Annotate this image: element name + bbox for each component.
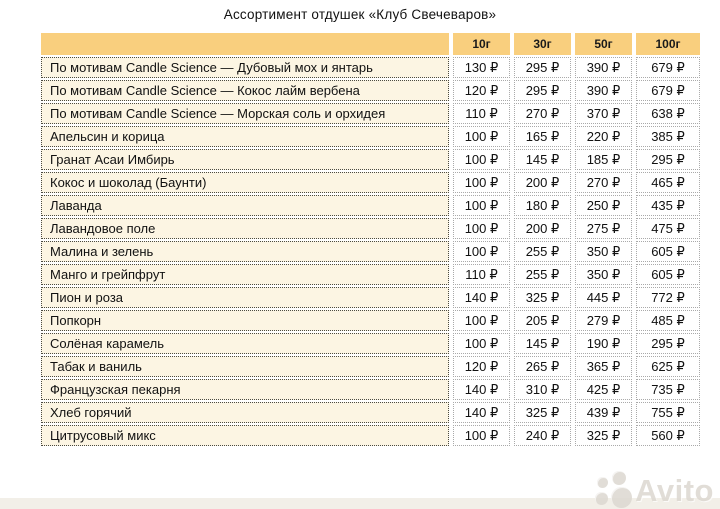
table-row <box>41 57 700 78</box>
price-cell: 180 ₽ <box>514 195 571 216</box>
avito-logo-dots-icon <box>595 471 633 509</box>
price-cell: 120 ₽ <box>453 356 510 377</box>
price-cell: 638 ₽ <box>636 103 700 124</box>
price-cell: 475 ₽ <box>636 218 700 239</box>
price-cell: 439 ₽ <box>575 402 632 423</box>
price-cell: 140 ₽ <box>453 379 510 400</box>
price-cell: 679 ₽ <box>636 57 700 78</box>
price-cell: 200 ₽ <box>514 218 571 239</box>
table-row <box>41 149 700 170</box>
price-cell: 755 ₽ <box>636 402 700 423</box>
price-cell: 350 ₽ <box>575 264 632 285</box>
fragrance-name-cell: Цитрусовый микс <box>41 425 449 446</box>
price-cell: 240 ₽ <box>514 425 571 446</box>
table-row <box>41 195 700 216</box>
page-title: Ассортимент отдушек «Клуб Свечеваров» <box>223 7 497 22</box>
price-cell: 200 ₽ <box>514 172 571 193</box>
header-cell-weight: 50г <box>575 33 632 55</box>
price-cell: 325 ₽ <box>514 287 571 308</box>
price-cell: 279 ₽ <box>575 310 632 331</box>
price-cell: 145 ₽ <box>514 333 571 354</box>
table-row <box>41 356 700 377</box>
header-cell-weight: 30г <box>514 33 571 55</box>
fragrance-name-cell: Солёная карамель <box>41 333 449 354</box>
fragrance-name-cell: Гранат Асаи Имбирь <box>41 149 449 170</box>
price-cell: 325 ₽ <box>514 402 571 423</box>
price-cell: 390 ₽ <box>575 57 632 78</box>
price-cell: 140 ₽ <box>453 402 510 423</box>
fragrance-name-cell: Малина и зелень <box>41 241 449 262</box>
fragrance-name-cell: Пион и роза <box>41 287 449 308</box>
price-cell: 485 ₽ <box>636 310 700 331</box>
price-cell: 190 ₽ <box>575 333 632 354</box>
price-cell: 270 ₽ <box>575 172 632 193</box>
price-cell: 679 ₽ <box>636 80 700 101</box>
price-cell: 310 ₽ <box>514 379 571 400</box>
price-cell: 120 ₽ <box>453 80 510 101</box>
table-row <box>41 287 700 308</box>
price-cell: 735 ₽ <box>636 379 700 400</box>
fragrance-name-cell: Апельсин и корица <box>41 126 449 147</box>
price-cell: 250 ₽ <box>575 195 632 216</box>
header-cell-weight: 100г <box>636 33 700 55</box>
fragrance-name-cell: Хлеб горячий <box>41 402 449 423</box>
price-cell: 370 ₽ <box>575 103 632 124</box>
table-row <box>41 264 700 285</box>
price-cell: 100 ₽ <box>453 126 510 147</box>
price-cell: 365 ₽ <box>575 356 632 377</box>
price-cell: 435 ₽ <box>636 195 700 216</box>
price-cell: 100 ₽ <box>453 425 510 446</box>
price-cell: 295 ₽ <box>514 80 571 101</box>
price-cell: 350 ₽ <box>575 241 632 262</box>
avito-watermark <box>595 471 714 509</box>
fragrance-name-cell: По мотивам Candle Science — Кокос лайм вербена <box>41 80 449 101</box>
table-row <box>41 425 700 446</box>
table-body <box>41 57 700 446</box>
price-cell: 425 ₽ <box>575 379 632 400</box>
fragrance-name-cell: Кокос и шоколад (Баунти) <box>41 172 449 193</box>
price-cell: 110 ₽ <box>453 264 510 285</box>
fragrance-name-cell: Попкорн <box>41 310 449 331</box>
price-cell: 255 ₽ <box>514 241 571 262</box>
price-table <box>37 31 704 448</box>
header-cell-name <box>41 33 449 55</box>
fragrance-name-cell: По мотивам Candle Science — Дубовый мох и янтарь <box>41 57 449 78</box>
price-cell: 100 ₽ <box>453 333 510 354</box>
price-cell: 100 ₽ <box>453 241 510 262</box>
table-header-row <box>41 33 700 55</box>
price-cell: 275 ₽ <box>575 218 632 239</box>
price-cell: 295 ₽ <box>514 57 571 78</box>
avito-watermark-label: Avito <box>635 473 714 508</box>
fragrance-name-cell: Французская пекарня <box>41 379 449 400</box>
price-cell: 270 ₽ <box>514 103 571 124</box>
table-row <box>41 402 700 423</box>
price-cell: 165 ₽ <box>514 126 571 147</box>
fragrance-name-cell: Табак и ваниль <box>41 356 449 377</box>
price-cell: 560 ₽ <box>636 425 700 446</box>
price-cell: 295 ₽ <box>636 149 700 170</box>
fragrance-name-cell: Лавандовое поле <box>41 218 449 239</box>
price-cell: 772 ₽ <box>636 287 700 308</box>
price-cell: 220 ₽ <box>575 126 632 147</box>
table-row <box>41 333 700 354</box>
fragrance-name-cell: Лаванда <box>41 195 449 216</box>
price-cell: 325 ₽ <box>575 425 632 446</box>
header-cell-weight: 10г <box>453 33 510 55</box>
price-cell: 100 ₽ <box>453 195 510 216</box>
price-cell: 100 ₽ <box>453 310 510 331</box>
price-cell: 625 ₽ <box>636 356 700 377</box>
price-cell: 110 ₽ <box>453 103 510 124</box>
table-row <box>41 80 700 101</box>
table-row <box>41 103 700 124</box>
price-cell: 295 ₽ <box>636 333 700 354</box>
price-cell: 390 ₽ <box>575 80 632 101</box>
price-cell: 100 ₽ <box>453 218 510 239</box>
table-row <box>41 172 700 193</box>
price-cell: 185 ₽ <box>575 149 632 170</box>
fragrance-name-cell: Манго и грейпфрут <box>41 264 449 285</box>
price-cell: 255 ₽ <box>514 264 571 285</box>
price-cell: 100 ₽ <box>453 149 510 170</box>
price-cell: 100 ₽ <box>453 172 510 193</box>
table-row <box>41 379 700 400</box>
price-cell: 385 ₽ <box>636 126 700 147</box>
table-row <box>41 310 700 331</box>
table-row <box>41 126 700 147</box>
fragrance-name-cell: По мотивам Candle Science — Морская соль и орхидея <box>41 103 449 124</box>
price-cell: 145 ₽ <box>514 149 571 170</box>
price-cell: 140 ₽ <box>453 287 510 308</box>
table-row <box>41 241 700 262</box>
table-row <box>41 218 700 239</box>
price-cell: 265 ₽ <box>514 356 571 377</box>
price-cell: 445 ₽ <box>575 287 632 308</box>
price-cell: 605 ₽ <box>636 264 700 285</box>
price-cell: 465 ₽ <box>636 172 700 193</box>
price-cell: 605 ₽ <box>636 241 700 262</box>
price-cell: 205 ₽ <box>514 310 571 331</box>
price-cell: 130 ₽ <box>453 57 510 78</box>
